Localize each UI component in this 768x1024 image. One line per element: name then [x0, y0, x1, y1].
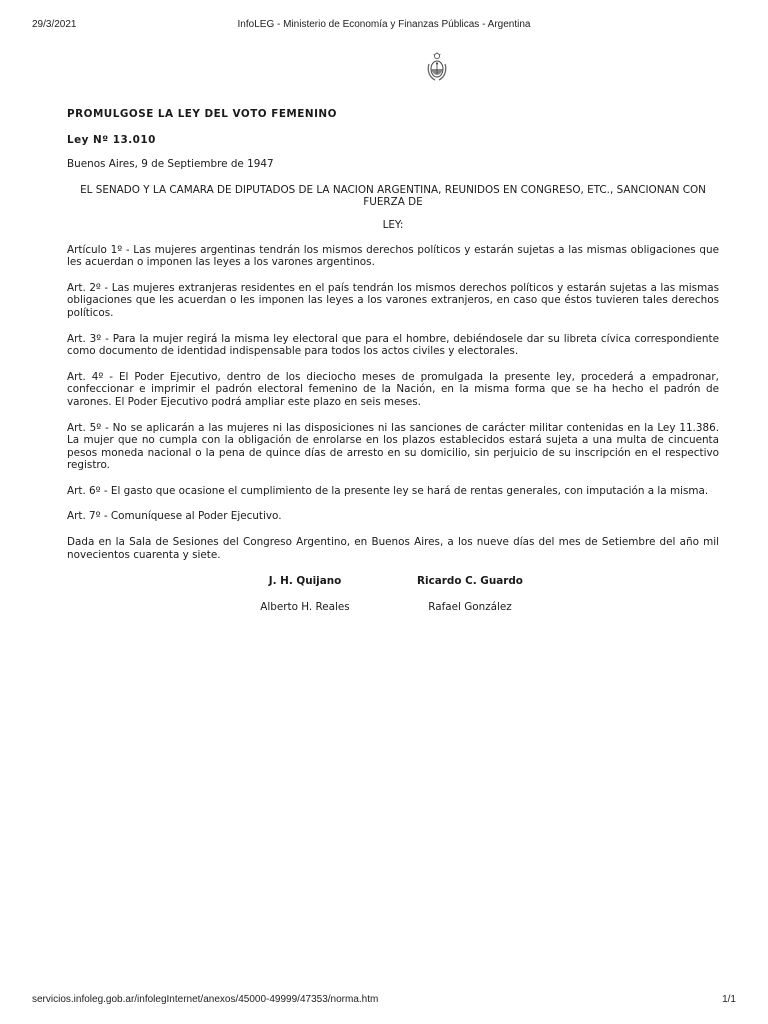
source-url: servicios.infoleg.gob.ar/infolegInternet/anexos/45000-49999/47353/norma.htm: [32, 994, 379, 1005]
print-header: [32, 19, 736, 33]
print-page-title: InfoLEG - Ministerio de Economía y Finanzas Públicas - Argentina: [237, 19, 531, 30]
closing-paragraph: Dada en la Sala de Sesiones del Congreso Argentino, en Buenos Aires, a los nueve días del mes de Setiembre del año mil novecientos cuarenta y siete.: [67, 536, 719, 561]
article-7: Art. 7º - Comuníquese al Poder Ejecutivo.: [67, 510, 282, 523]
ley-label: LEY:: [382, 218, 404, 231]
law-document: [67, 108, 719, 617]
document-heading: PROMULGOSE LA LEY DEL VOTO FEMENINO: [67, 108, 337, 120]
print-footer: [32, 994, 736, 1008]
signature-guardo: Ricardo C. Guardo: [417, 575, 523, 588]
article-6: Art. 6º - El gasto que ocasione el cumplimiento de la presente ley se hará de rentas generales, con imputación a la misma.: [67, 484, 709, 497]
law-number: Ley Nº 13.010: [67, 133, 156, 146]
print-date: 29/3/2021: [32, 19, 77, 30]
article-2: Art. 2º - Las mujeres extranjeras residentes en el país tendrán los mismos derechos políticos y estarán sujetas a las mismas obligaciones que les acuerdan o les imponen las leyes a los varones extranjeros, en caso que éstos tuvieren tales derechos políticos.: [67, 281, 719, 319]
signatures-block: [67, 575, 719, 617]
article-3: Art. 3º - Para la mujer regirá la misma ley electoral que para el hombre, debiéndosele dar su libreta cívica correspondiente como documento de identidad indispensable para todos los actos civiles y electorales.: [67, 332, 719, 358]
article-1: Artículo 1º - Las mujeres argentinas tendrán los mismos derechos políticos y estarán sujetas a las mismas obligaciones que les acuerdan o imponen las leyes a los varones argentinos.: [67, 243, 719, 269]
article-5: Art. 5º - No se aplicarán a las mujeres ni las disposiciones ni las sanciones de carácter militar contenidas en la Ley 11.386. La mujer que no cumpla con la obligación de enrolarse en los plazos establecidos estará sujeta a una multa de cincuenta pesos moneda nacional o la pena de quince días de arresto en su domicilio, sin perjuicio de su inscripción en el respectivo registro.: [67, 421, 719, 472]
article-4: Art. 4º - El Poder Ejecutivo, dentro de los dieciocho meses de promulgada la presente ley, procederá a empadronar, confeccionar e imprimir el padrón electoral femenino de la Nación, en la misma forma que se ha hecho el padrón de varones. El Poder Ejecutivo podrá ampliar este plazo en seis meses.: [67, 370, 719, 408]
page-count: 1/1: [722, 994, 736, 1005]
signature-quijano: J. H. Quijano: [268, 575, 342, 588]
signature-reales: Alberto H. Reales: [260, 601, 350, 614]
place-date: Buenos Aires, 9 de Septiembre de 1947: [67, 158, 274, 171]
national-coat-of-arms-icon: [426, 52, 448, 82]
signature-gonzalez: Rafael González: [428, 601, 512, 614]
enacting-clause: EL SENADO Y LA CAMARA DE DIPUTADOS DE LA NACION ARGENTINA, REUNIDOS EN CONGRESO, ETC., SANCIONAN CON FUERZA DE: [80, 183, 706, 209]
